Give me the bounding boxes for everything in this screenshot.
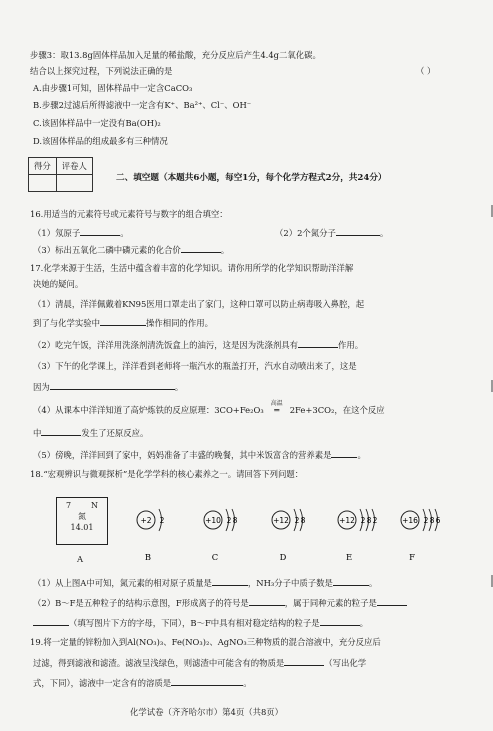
nucleus-charge: +16 [402, 516, 418, 525]
electron-count: 6 [435, 516, 441, 525]
diagram-label: C [211, 552, 219, 562]
q16-part1: （1）氖原子 。 （2）2个氮分子 。 [33, 228, 389, 238]
diagram-label: D [279, 552, 287, 562]
answer-bracket: （ ） [416, 66, 436, 76]
electron-count: 2 [360, 516, 366, 525]
q19-b-pre: 过滤，得到滤液和滤渣。滤液呈浅绿色，则滤渣中可能含有的物质是 [33, 658, 285, 668]
answer-blank[interactable] [333, 577, 369, 586]
q19-c-pre: 式，下同），滤液中一定含有的溶质是 [33, 678, 172, 688]
answer-blank[interactable] [320, 617, 360, 626]
atom-diagram-b [137, 509, 165, 562]
q18-p1-mid: ，NH₃分子中质子数是 [247, 578, 333, 588]
q18-p1-pre: （1）从上图A中可知，氮元素的相对原子质量是 [33, 578, 212, 588]
page-footer: 化学试卷（齐齐哈尔市）第4页（共8页） [130, 707, 284, 717]
q17-part1-line2 [33, 317, 213, 329]
score-header: 得分 [29, 158, 57, 175]
q17-p4-pre: 中 [33, 428, 42, 438]
nucleus-charge: +12 [339, 516, 355, 525]
electron-count: 2 [423, 516, 429, 525]
q16-part2: （2）2个氮分子 。 [275, 228, 389, 238]
q16-part3: （3）标出五氧化二磷中磷元素的化合价 。 [33, 245, 230, 255]
q19-line1: 19.将一定量的锌粉加入到Al(NO₃)₃、Fe(NO₃)₂、AgNO₃三种物质的混合溶液中，充分反应后 [30, 637, 381, 647]
element-name: 氮 [78, 512, 86, 521]
electron-count: 2 [159, 516, 165, 525]
q17-p4-equation-left: （4）从课本中洋洋知道了高炉炼铁的反应原理：3CO+Fe₂O₃ [33, 405, 264, 415]
diagram-label: F [409, 552, 415, 562]
electron-count: 2 [372, 516, 378, 525]
q19-line2 [33, 657, 366, 669]
diagram-label: B [144, 552, 152, 562]
q17-part3-line1: （3）下午的化学课上，洋洋看到老师将一瓶汽水的瓶盖打开，汽水自动喷出来了，这是 [33, 361, 357, 371]
atom-structure-diagrams [0, 496, 493, 566]
answer-blank[interactable] [33, 617, 69, 626]
atom-diagram-e [338, 509, 378, 562]
q19-b-post: （写出化学 [324, 658, 367, 668]
q18-p1-post: 。 [368, 578, 378, 588]
electron-count: 8 [300, 516, 306, 525]
electron-count: 8 [429, 516, 435, 525]
nucleus-charge: +12 [273, 516, 289, 525]
q19-c-post: 。 [243, 678, 252, 688]
q18-p2-mid: ，属于同种元素的粒子是 [284, 598, 377, 608]
q19-line3 [33, 677, 252, 689]
atomic-mass: 14.01 [70, 523, 94, 532]
q18-p2b-pre: （填写图片下方的字母，下同），B～F中具有相对稳定结构的粒子是 [69, 618, 320, 628]
answer-blank[interactable] [80, 227, 120, 236]
atom-diagram-d [272, 509, 306, 562]
q17-p3-label: 因为 [33, 382, 50, 392]
option-d: D.该固体样品的组成最多有三种情况 [33, 136, 168, 146]
electron-count: 2 [226, 516, 232, 525]
question-prompt [30, 66, 436, 77]
element-symbol: N [91, 501, 98, 510]
answer-blank[interactable] [284, 657, 324, 666]
atom-diagram-f [401, 509, 441, 562]
nucleus-charge: +10 [205, 516, 221, 525]
step3-text: 步骤3：取13.8g固体样品加入足量的稀盐酸，充分反应后产生4.4g二氧化碳。 [30, 50, 321, 60]
q17-part3-line2: 因为 。 [33, 382, 184, 392]
answer-blank[interactable] [181, 244, 221, 253]
q18-p2-pre: （2）B～F是五种粒子的结构示意图，F形成离子的符号是 [33, 598, 249, 608]
q17-p2-pre: （2）吃完午饭，洋洋用洗涤剂清洗饭盒上的油污，这是因为洗涤剂具有 [33, 340, 298, 350]
diagram-label-a: A [77, 554, 84, 564]
reaction-arrow: 高温 ═ [264, 405, 290, 416]
electron-count: 2 [294, 516, 300, 525]
q17-stem-line1: 17.化学来源于生活，生活中蕴含着丰富的化学知识。请你用所学的化学知识帮助洋洋解 [30, 263, 354, 273]
q16-part1-label: （1）氖原子 [33, 228, 81, 238]
answer-blank[interactable] [171, 677, 243, 686]
electron-count: 8 [232, 516, 238, 525]
answer-blank[interactable] [50, 381, 175, 390]
reaction-condition: 高温 [270, 400, 283, 407]
electron-count: 8 [366, 516, 372, 525]
q18-part2-line2 [33, 617, 368, 629]
q17-p1-post: 操作相同的作用。 [146, 318, 213, 328]
answer-blank[interactable] [212, 577, 248, 586]
option-b: B.步骤2过滤后所得滤液中一定含有K⁺、Ba²⁺、Cl⁻、OH⁻ [33, 100, 252, 110]
q16-part2-label: （2）2个氮分子 [275, 228, 336, 238]
q17-p1-pre: 到了与化学实验中 [33, 318, 100, 328]
q17-p4-post: 发生了还原反应。 [81, 428, 149, 438]
q16-part3-label: （3）标出五氧化二磷中磷元素的化合价 [33, 245, 181, 255]
answer-blank[interactable] [41, 427, 81, 436]
grader-cell[interactable] [56, 175, 92, 192]
answer-blank[interactable] [377, 597, 407, 606]
atomic-number: 7 [66, 501, 72, 510]
q17-p5-pre: （5）傍晚，洋洋回到了家中，妈妈准备了丰盛的晚餐，其中米饭富含的营养素是 [33, 450, 332, 460]
q17-part1-line1: （1）清晨，洋洋佩戴着KN95医用口罩走出了家门，这种口罩可以防止病毒吸入鼻腔，起 [33, 299, 365, 309]
diagram-label: E [345, 552, 353, 562]
option-c: C.该固体样品中一定没有Ba(OH)₂ [33, 118, 161, 128]
answer-blank[interactable] [331, 449, 357, 458]
q18-part1 [33, 577, 377, 589]
answer-blank[interactable] [336, 227, 380, 236]
nucleus-charge: +2 [140, 516, 152, 525]
q17-part4-line2 [33, 427, 148, 439]
atom-diagram-c [204, 509, 238, 562]
q17-stem-line2: 决她的疑问。 [33, 279, 84, 289]
q17-part4-line1 [33, 400, 385, 416]
q17-p4-equation-right: 2Fe+3CO₂，在这个反应 [289, 405, 385, 415]
q17-p5-post: 。 [357, 450, 366, 460]
grader-header: 评卷人 [56, 158, 92, 175]
q17-part5 [33, 449, 366, 461]
q17-part2 [33, 339, 363, 351]
option-a: A.由步骤1可知，固体样品中一定含CaCO₃ [33, 83, 193, 93]
section-title: 二、填空题（本题共6小题，每空1分，每个化学方程式2分，共24分） [116, 173, 387, 183]
q18-stem: 18.“宏观辨识与微观探析”是化学学科的核心素养之一。请回答下列问题： [30, 469, 304, 479]
q17-p2-post: 作用。 [337, 340, 364, 350]
answer-blank[interactable] [298, 339, 338, 348]
answer-blank[interactable] [249, 597, 285, 606]
answer-blank[interactable] [100, 317, 146, 326]
score-table [28, 157, 93, 192]
question-prompt-text: 结合以上探究过程，下列说法正确的是 [30, 66, 173, 76]
score-cell[interactable] [29, 175, 57, 192]
q18-part2-line1 [33, 597, 407, 609]
q16-stem: 16.用适当的元素符号或元素符号与数字的组合填空： [30, 209, 228, 219]
q18-p2b-post: 。 [359, 618, 369, 628]
